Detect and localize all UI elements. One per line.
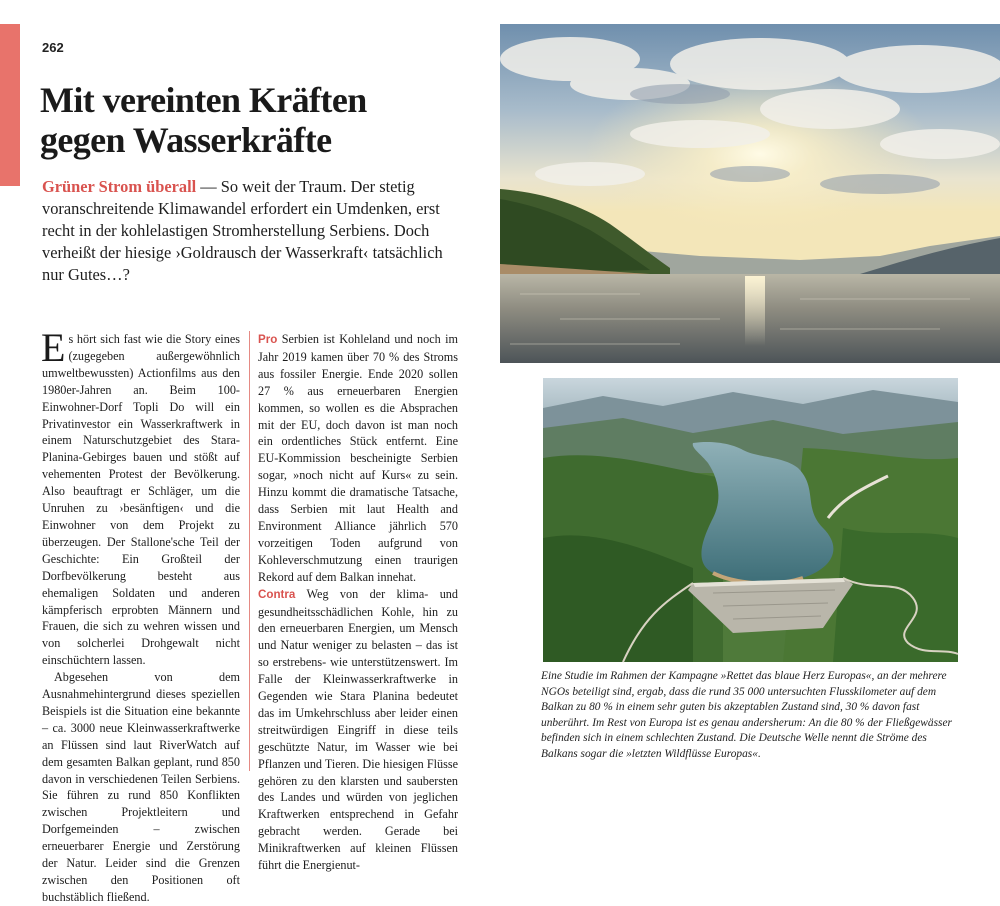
lake-sunset-photo [500,24,1000,363]
article-intro [42,176,452,286]
text-column-1 [41,325,240,906]
title-line-2: gegen Wasserkräfte [40,120,332,160]
text-column-2 [258,331,458,874]
lake-sunset-illustration [500,24,1000,363]
article-title [40,80,460,160]
photo-caption: Eine Studie im Rahmen der Kampagne »Rettet das blaue Herz Europas«, an der mehrere NGOs beteiligt sind, ergab, dass die rund 35 000 untersuchten Flusskilometer auf dem Balkan zu 80 % in einem sehr guten bis akzeptablen Zustand sind, 30 % davon fast unberührt. Im Rest von Europa ist es genau andersherum: An die 80 % der Fließgewässer befinden sich in einem schlechten Zustand. Die Deutsche Welle nennt die Ströme des Balkans sogar die »letzten Wildflüsse Europas«. [541,670,952,760]
title-line-1: Mit vereinten Kräften [40,80,367,120]
intro-kicker: Grüner Strom überall [42,177,197,196]
accent-bar [0,24,20,186]
page-number: 262 [42,40,64,55]
dam-reservoir-photo [543,378,958,662]
contra-text: Weg von der klima- und gesundheitsschädlichen Kohle, hin zu den erneuerbaren Energien, um Mensch und Natur weniger zu belasten – das ist so erstrebens- wie unterstützenswert. Im Falle der Kleinwasserkraftwerke in Gegenden wie Stara Planina bedeutet das im Umkehrschluss aber leider einen streitwürdigen Eingriff in diese teils geschützte Natur, im Wasser wie bei Pflanzen und Tieren. Die hiesigen Flüsse gehören zu den klarsten und saubersten des Landes und würden von jeglichen Kraftwerken entsprechend in Gefahr gebracht werden. Gerade bei Minikraftwerken auf kleinen Flüssen führt die Energienut- [258,586,458,873]
body-paragraph-1: s hört sich fast wie die Story eines (zugegeben außergewöhnlich umweltbewussten) Actionfilms aus den 1980er-Jahren an. Beim 100-Einwohner-Dorf Topli Do will ein Privatinvestor ein Wasserkraftwerk in einem Naturschutzgebiet des Stara-Planina-Gebirges bauen und stößt auf vehementen Protest der Bevölkerung. Also beauftragt er Schläger, um die Unruhen zu ›besänftigen‹ und die Einwohner von dem Projekt zu überzeugen. Der Stallone'sche Teil der Geschichte: Ein Großteil der Dorfbevölkerung besteht aus ehemaligen Soldaten und anderen kämpferisch erprobten Männern und Frauen, die sich zu wehren wissen und von solcherlei Drohgewalt nicht einschüchtern lassen. [42,332,240,668]
intro-text: — So weit der Traum. Der stetig voranschreitende Klimawandel erfordert ein Umdenken, erst recht in der kohlelastigen Stromherstellung Serbiens. Doch verheißt der hiesige ›Goldrausch der Wasserkraft‹ tatsächlich nur Gutes…? [42,177,443,284]
column-divider [249,331,250,771]
drop-cap: E [41,325,66,370]
pro-text: Serbien ist Kohleland und noch im Jahr 2019 kamen über 70 % des Stroms aus fossiler Energie. Ende 2020 sollen 27 % aus erneuerbaren Energien kommen, so wollen es die Absprachen mit der EU, doch davon ist man noch ein ordentliches Stück entfernt. Eine EU-Kommission bescheinigte Serbien sogar, »noch nicht auf Kurs« zu sein. Hinzu kommt die dramatische Tatsache, dass Serbien mit laut Health and Environment Alliance jährlich 570 vorzeitigen Toden aufgrund von Kohleverschmutzung einen traurigen Rekord auf dem Balkan innehat. [258,332,458,584]
dam-aerial-illustration [543,378,958,662]
body-paragraph-2: Abgesehen von dem Ausnahmehintergrund dieses speziellen Beispiels ist die Situation eine bekannte – ca. 3000 neue Kleinwasserkraftwerke an Flüssen sind laut RiverWatch auf dem gesamten Balkan geplant, rund 850 davon in verschiedenen Teilen Serbiens. Sie führen zu rund 850 Konflikten zwischen Projektleitern und Dorfgemeinden – zwischen erneuerbarer Energie und Zerstörung der Natur. Leider sind die Grenzen zwischen den Positionen oft buchstäblich fließend. [42,670,240,904]
pro-paragraph [258,331,458,586]
contra-label: Contra [258,587,296,601]
contra-paragraph [258,586,458,874]
pro-label: Pro [258,333,278,346]
